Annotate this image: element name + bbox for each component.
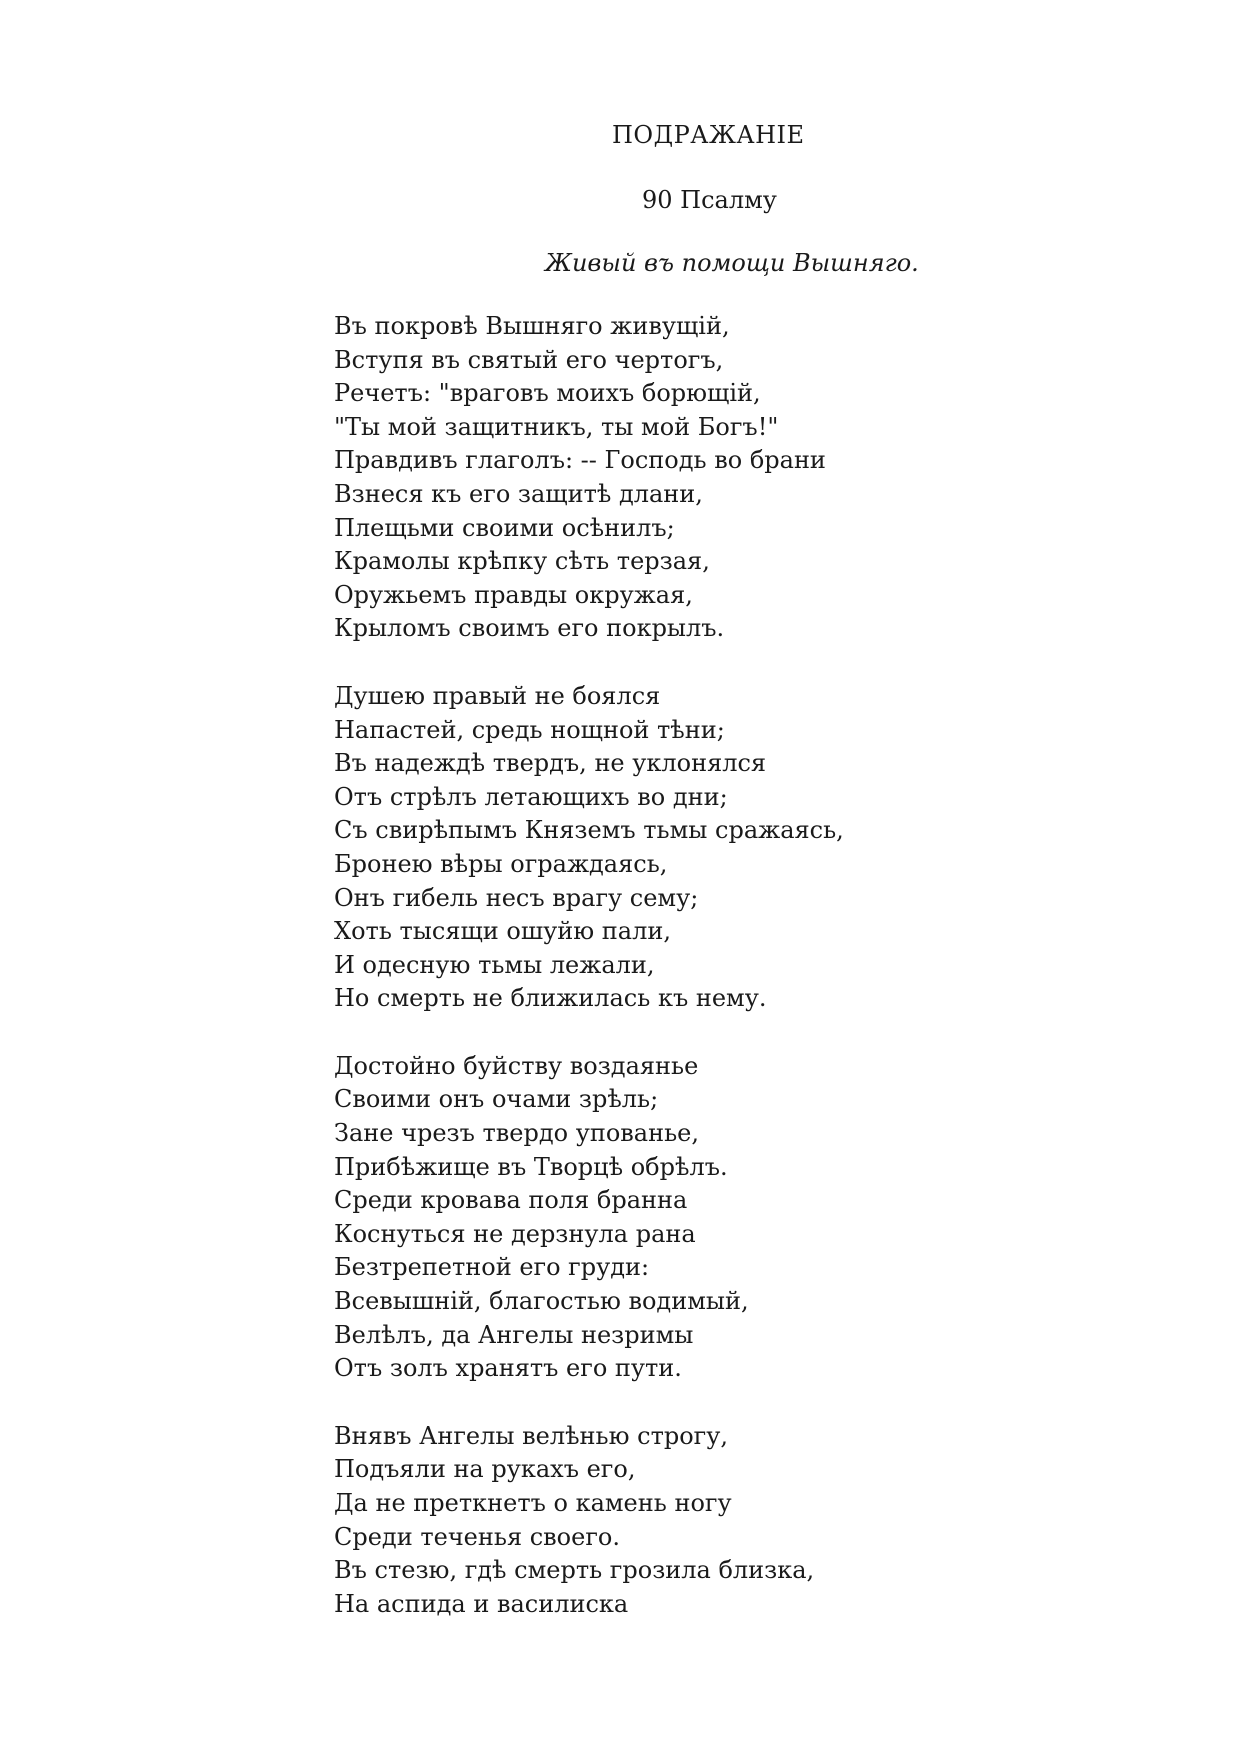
poem-line: Зане чрезъ твердо упованье, bbox=[334, 1119, 700, 1148]
poem-line: Коснуться не дерзнула рана bbox=[334, 1219, 696, 1248]
poem-line: Онъ гибель несъ врагу сему; bbox=[334, 883, 699, 912]
poem-line: Напастей, средь нощной тѣни; bbox=[334, 715, 725, 744]
poem-line: Съ свирѣпымъ Княземъ тьмы сражаясь, bbox=[334, 816, 844, 845]
stanza-2 bbox=[334, 680, 1194, 1016]
poem-line: Бронею вѣры ограждаясь, bbox=[334, 849, 668, 878]
poem-line: Речетъ: "враговъ моихъ борющій, bbox=[334, 379, 761, 408]
poem-line: Въ стезю, гдѣ смерть грозила близка, bbox=[334, 1556, 815, 1585]
poem-line: Въ покровѣ Вышняго живущій, bbox=[334, 312, 730, 340]
poem-line: Плещьми своими осѣнилъ; bbox=[334, 513, 675, 542]
poem-line: Среди кровава поля бранна bbox=[334, 1186, 688, 1215]
poem-line: Крыломъ своимъ его покрылъ. bbox=[334, 614, 725, 643]
poem-line: Правдивъ глаголъ: -- Господь во брани bbox=[334, 446, 826, 475]
poem-line: Среди теченья своего. bbox=[334, 1522, 620, 1551]
poem-line: Внявъ Ангелы велѣнью строгу, bbox=[334, 1421, 728, 1450]
poem-line: "Ты мой защитникъ, ты мой Богъ!" bbox=[334, 412, 779, 441]
stanza-3 bbox=[334, 1050, 1194, 1386]
poem-line: Всевышній, благостью водимый, bbox=[334, 1287, 749, 1316]
poem-line: Подъяли на рукахъ его, bbox=[334, 1455, 636, 1484]
poem-line: Безтрепетной его груди: bbox=[334, 1253, 650, 1282]
poem-line: Вступя въ святый его чертогъ, bbox=[334, 345, 724, 374]
poem-line: Прибѣжище въ Творцѣ обрѣлъ. bbox=[334, 1152, 728, 1181]
poem-line: Но смерть не ближилась къ нему. bbox=[334, 984, 767, 1013]
poem-line: И одесную тьмы лежали, bbox=[334, 950, 655, 979]
poem-line: Взнеся къ его защитѣ длани, bbox=[334, 479, 703, 508]
poem-subtitle: 90 Псалму bbox=[642, 186, 777, 214]
poem-line: Отъ золъ хранятъ его пути. bbox=[334, 1354, 682, 1383]
poem-line: Да не преткнетъ о камень ногу bbox=[334, 1489, 732, 1517]
stanza-1 bbox=[334, 310, 1194, 646]
poem-line: На аспида и василиска bbox=[334, 1589, 629, 1618]
poem-line: Достойно буйству воздаянье bbox=[334, 1051, 699, 1080]
poem-line: Крамолы крѣпку сѣть терзая, bbox=[334, 547, 710, 576]
poem-line: Отъ стрѣлъ летающихъ во дни; bbox=[334, 782, 728, 811]
poem-body bbox=[334, 310, 1194, 1655]
poem-title: ПОДРАЖАНІЕ bbox=[612, 121, 805, 149]
poem-line: Оружьемъ правды окружая, bbox=[334, 580, 693, 609]
poem-epigraph: Живый въ помощи Вышняго. bbox=[545, 249, 919, 277]
poem-line: Велѣлъ, да Ангелы незримы bbox=[334, 1320, 694, 1349]
poem-line: Хоть тысящи ошуйю пали, bbox=[334, 917, 671, 946]
poem-line: Душею правый не боялся bbox=[334, 681, 661, 710]
stanza-4 bbox=[334, 1420, 1194, 1622]
poem-line: Своими онъ очами зрѣль; bbox=[334, 1085, 659, 1114]
poem-line: Въ надеждѣ твердъ, не уклонялся bbox=[334, 749, 767, 778]
